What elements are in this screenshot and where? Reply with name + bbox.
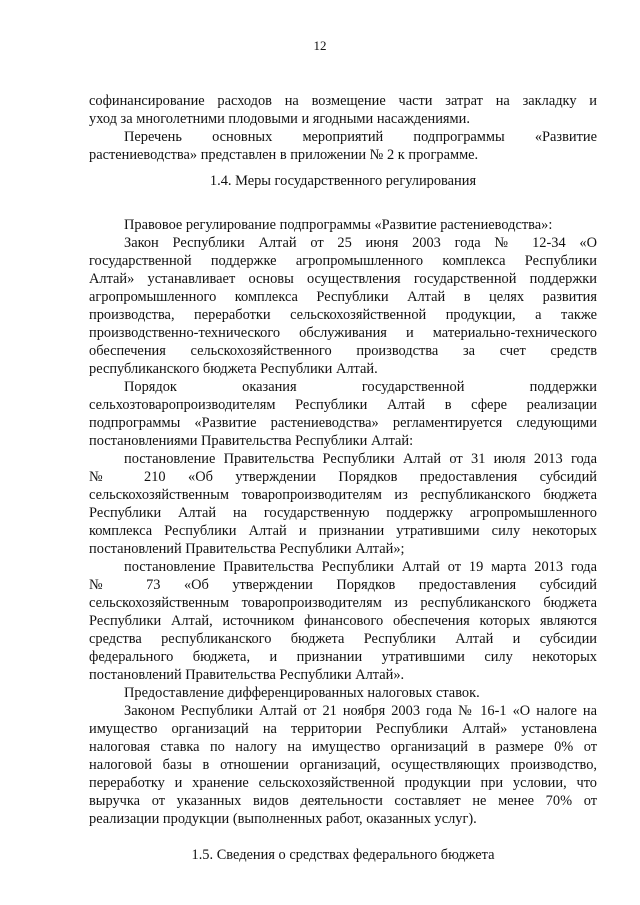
text-line: Закон Республики Алтай от 25 июня 2003 года № 12-34 «О [124,235,597,251]
text-line: производства, переработки сельскохозяйственной продукции, а также [89,307,597,323]
text-line: переработку и хранение сельскохозяйственной продукции при условии, что [89,775,597,791]
text-line: сельскохозяйственным товаропроизводителям из республиканского бюджета [89,595,597,611]
text-line: Предоставление дифференцированных налоговых ставок. [124,685,480,701]
document-body [89,92,597,864]
text-line: Республики Алтай, источником финансового обеспечения которых являются [89,613,597,629]
text-line: федерального бюджета, и признании утратившими силу некоторых [89,649,597,665]
text-line: постановлениями Правительства Республики Алтай: [89,433,414,449]
text-line: постановление Правительства Республики Алтай от 19 марта 2013 года [124,559,597,575]
text-line: Законом Республики Алтай от 21 ноября 2003 года № 16-1 «О налоге на [124,703,597,719]
text-line: Правовое регулирование подпрограммы «Развитие растениеводства»: [124,217,553,233]
text-line: № 73 «Об утверждении Порядков предоставления субсидий [89,577,597,593]
text-line: агропромышленного комплекса Республики Алтай в целях развития [89,289,597,305]
text-line: налоговая ставка по налогу на имущество организаций в размере 0% от [89,739,597,755]
text-line: имущество организаций на территории Республики Алтай» установлена [89,721,597,737]
text-line: выручка от указанных видов деятельности составляет не менее 70% от [89,793,597,809]
text-line: Алтай» устанавливает основы осуществления государственной поддержки [89,271,597,287]
text-line: сельскохозяйственным товаропроизводителям из республиканского бюджета [89,487,597,503]
text-line: постановлений Правительства Республики Алтай»; [89,541,405,557]
text-line: государственной поддержке агропромышленного комплекса Республики [89,253,597,269]
text-line: производственно-технического обслуживания и материально-технического [89,325,597,341]
text-line: постановление Правительства Республики Алтай от 31 июля 2013 года [124,451,597,467]
text-line: софинансирование расходов на возмещение части затрат на закладку и [89,93,597,109]
text-line: уход за многолетними плодовыми и ягодными насаждениями. [89,111,470,127]
text-line: постановлений Правительства Республики Алтай». [89,667,405,683]
text-line: республиканского бюджета Республики Алтай. [89,361,378,377]
text-line: реализации продукции (выполненных работ, оказанных услуг). [89,811,477,827]
text-line: Республики Алтай на государственную поддержку агропромышленного [89,505,597,521]
text-line: Перечень основных мероприятий подпрограммы «Развитие [124,129,597,145]
text-line: средства республиканского бюджета Республики Алтай и субсидии [89,631,597,647]
section-heading-1-4: 1.4. Меры государственного регулирования [209,173,477,189]
text-line: растениеводства» представлен в приложении № 2 к программе. [89,147,479,163]
section-heading-1-5: 1.5. Сведения о средствах федерального бюджета [191,847,495,863]
text-line: комплекса Республики Алтай и признании утратившими силу некоторых [89,523,597,539]
text-line: сельхозтоваропроизводителям Республики Алтай в сфере реализации [89,397,597,413]
text-line: Порядок оказания государственной поддержки [124,379,597,395]
text-line: подпрограммы «Развитие растениеводства» регламентируется следующими [89,415,597,431]
text-line: налоговой базы в отношении организаций, осуществляющих производство, [89,757,597,773]
page-number: 12 [313,38,327,53]
text-line: обеспечения сельскохозяйственного производства за счет средств [89,343,597,359]
text-line: № 210 «Об утверждении Порядков предоставления субсидий [89,469,597,485]
